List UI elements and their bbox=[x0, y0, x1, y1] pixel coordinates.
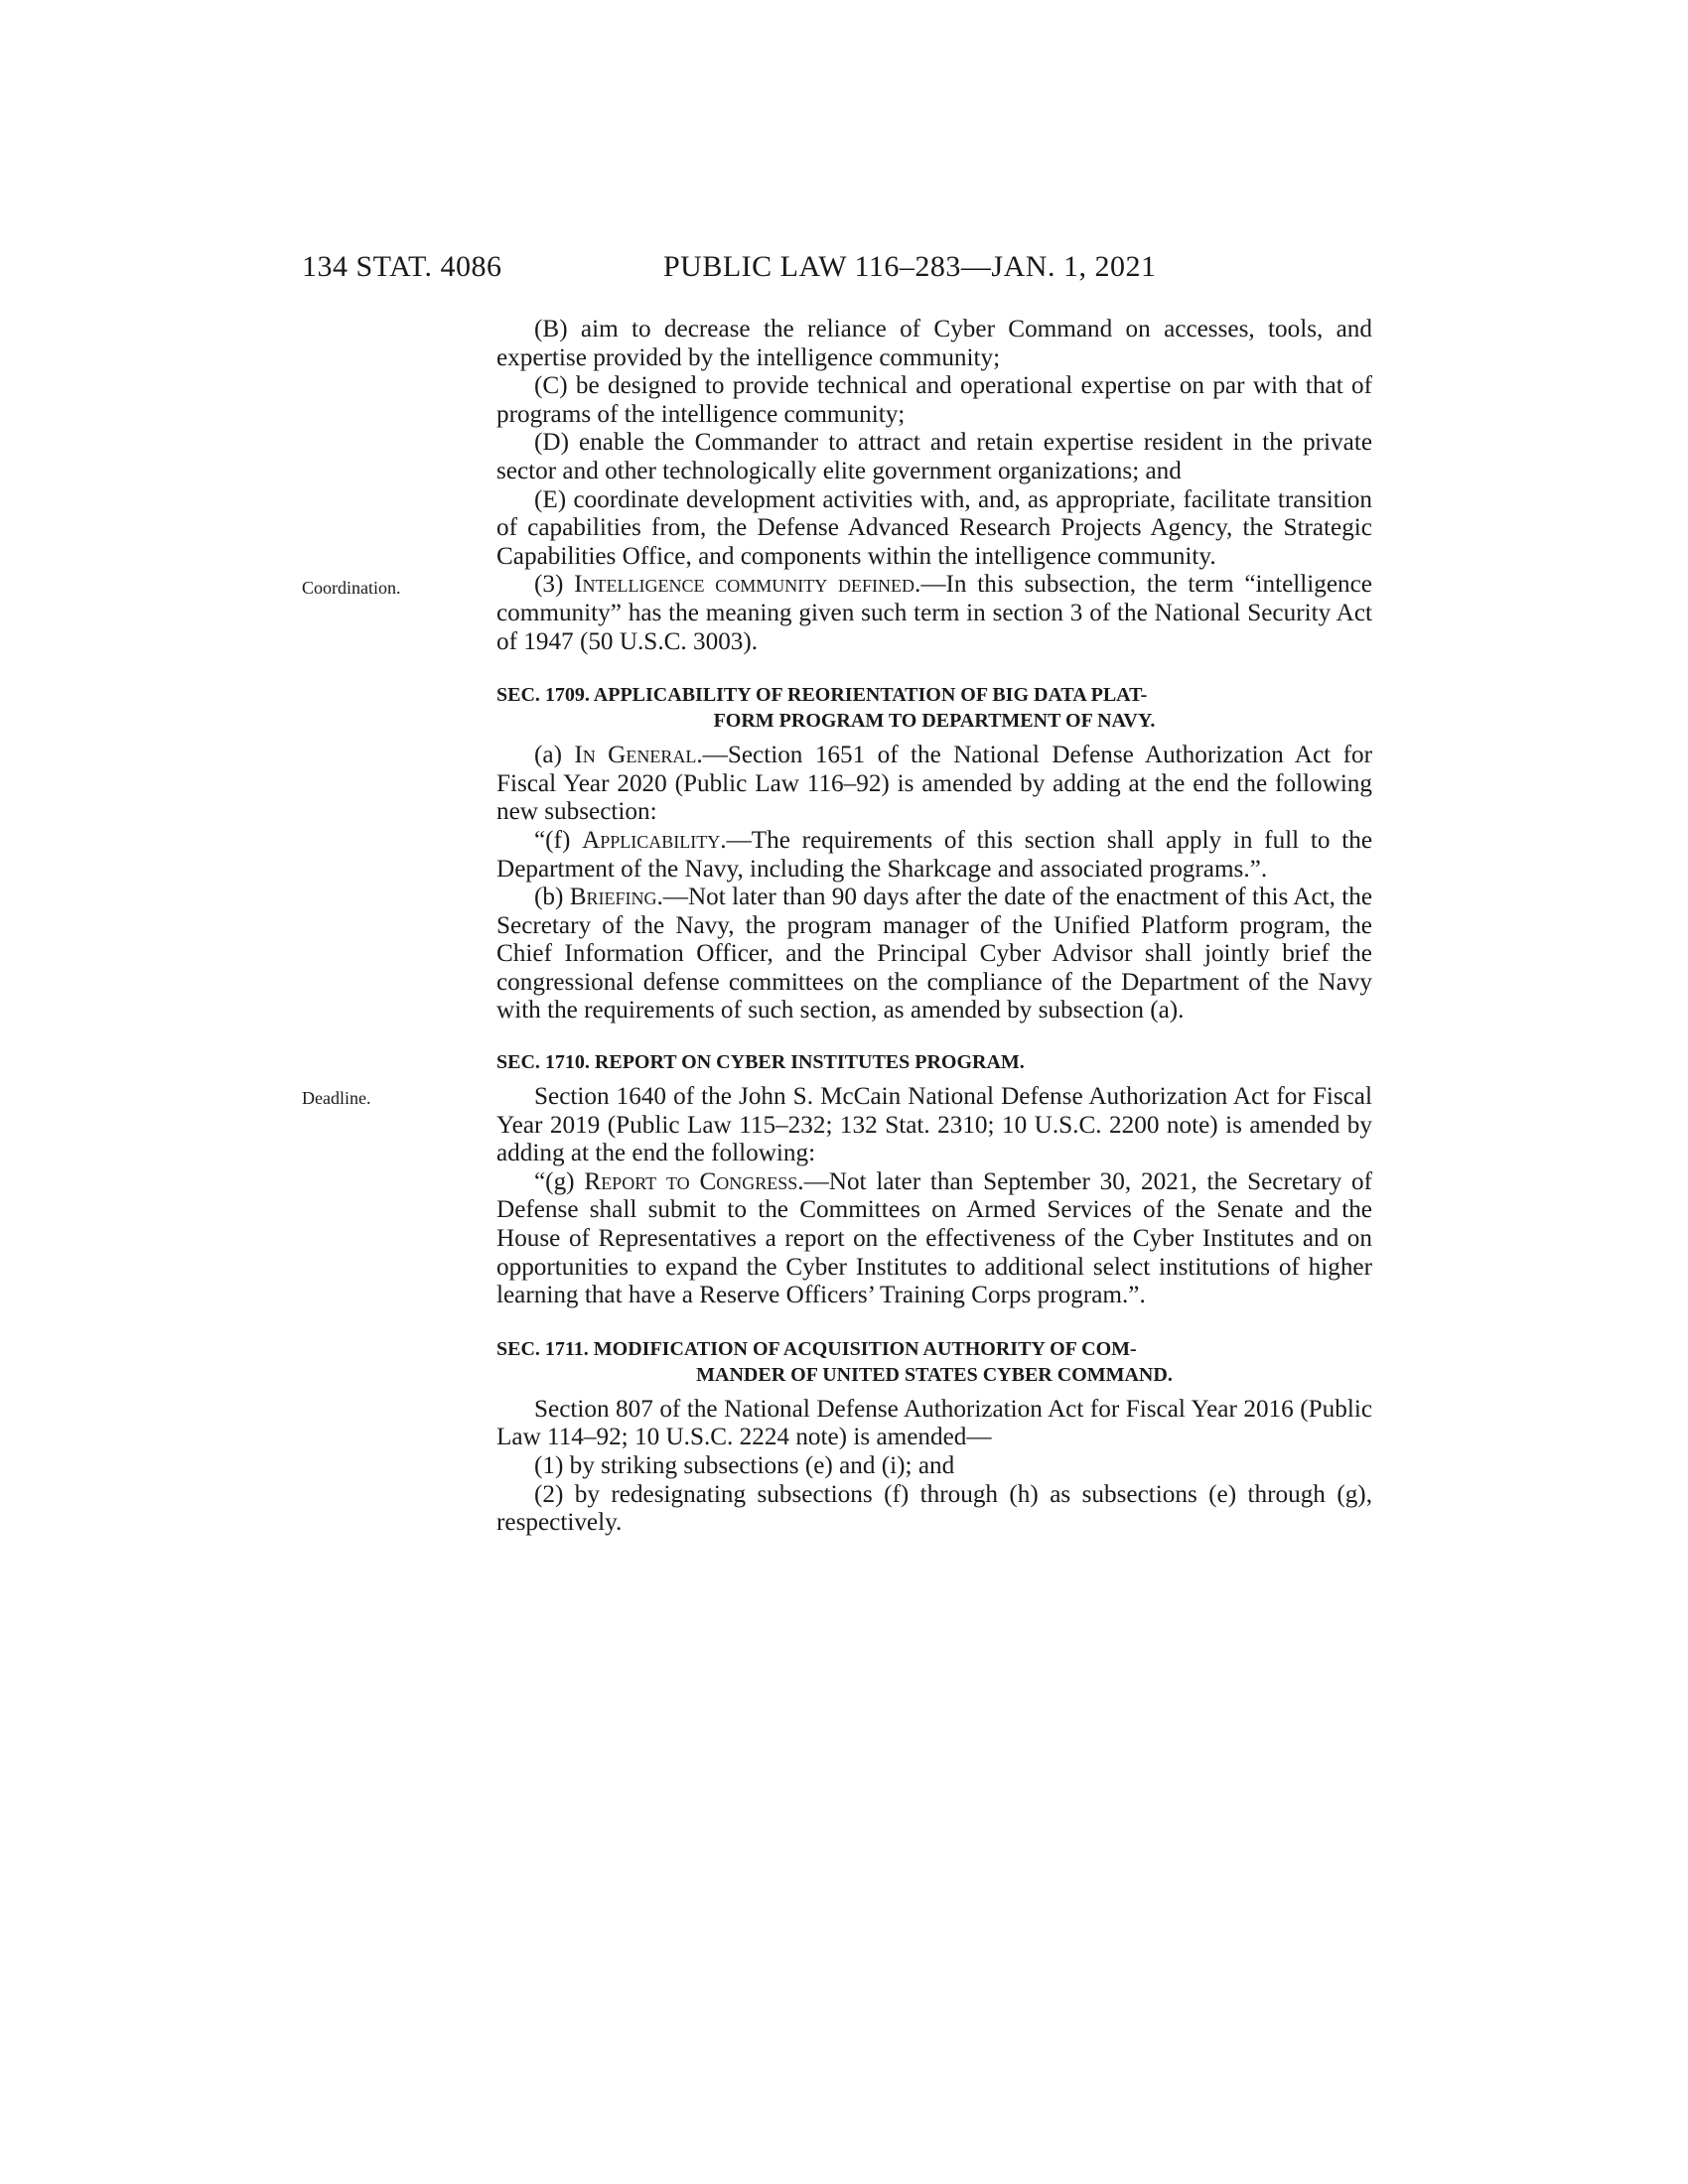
running-head bbox=[302, 250, 1374, 290]
subsection-a-number: (a) bbox=[534, 742, 575, 769]
quoted-subsection-g-text: .—Not later than September 30, 2021, the Secretary of Defense shall submit to the Committees on Armed Services of the Senate and the House of Representatives a report on the effectiveness of the Cyber Institutes and on opportunities to expand the Cyber Institutes to additional select institutions of higher learning that have a Reserve Officers’ Training Corps program.”. bbox=[496, 1167, 1372, 1309]
subsection-a-text: .—Section 1651 of the National Defense Authorization Act for Fiscal Year 2020 (Public Law 116–92) is amended by adding at the end the following new subsection: bbox=[496, 742, 1372, 826]
quoted-subsection-f-heading: Applicability bbox=[582, 826, 721, 854]
paragraph-3-text: .—In this subsection, the term “intelligence community” has the meaning given such term in section 3 of the National Security Act of 1947 (50 U.S.C. 3003). bbox=[496, 571, 1372, 655]
section-1710-heading: SEC. 1710. REPORT ON CYBER INSTITUTES PROGRAM. bbox=[496, 1051, 1025, 1074]
paragraph-3 bbox=[496, 571, 1372, 656]
section-1709-heading bbox=[496, 682, 1372, 734]
law-title: PUBLIC LAW 116–283—JAN. 1, 2021 bbox=[663, 250, 1157, 283]
margin-note-deadline: Deadline. bbox=[302, 1088, 371, 1108]
paragraph-3-heading: Intelligence community defined bbox=[574, 571, 915, 599]
section-1711-intro: Section 807 of the National Defense Authorization Act for Fiscal Year 2016 (Public Law 114–92; 10 U.S.C. 2224 note) is amended— bbox=[496, 1395, 1372, 1451]
section-1711-heading-line1: SEC. 1711. MODIFICATION OF ACQUISITION AUTHORITY OF COM- bbox=[496, 1337, 1137, 1360]
paragraph-3-number: (3) bbox=[534, 571, 575, 599]
stat-page-number: 134 STAT. 4086 bbox=[302, 250, 502, 283]
quoted-subsection-f-text: .—The requirements of this section shall apply in full to the Department of the Navy, including the Sharkcage and associated programs.”. bbox=[496, 826, 1373, 883]
quoted-subsection-f-number: “(f) bbox=[534, 826, 583, 854]
subparagraph-c: (C) be designed to provide technical and operational expertise on par with that of programs of the intelligence community; bbox=[496, 372, 1372, 428]
subsection-b-heading: Briefing bbox=[569, 884, 657, 911]
subparagraph-b: (B) aim to decrease the reliance of Cyber Command on accesses, tools, and expertise provided by the intelligence community; bbox=[496, 316, 1372, 371]
section-1709-heading-line2: FORM PROGRAM TO DEPARTMENT OF NAVY. bbox=[713, 710, 1156, 733]
section-1711-heading bbox=[496, 1336, 1372, 1388]
quoted-subsection-f bbox=[496, 827, 1372, 884]
quoted-subsection-g-number: “(g) bbox=[534, 1167, 585, 1195]
quoted-subsection-g bbox=[496, 1168, 1372, 1310]
section-1711-paragraph-2: (2) by redesignating subsections (f) through (h) as subsections (e) through (g), respectively. bbox=[496, 1480, 1372, 1537]
quoted-subsection-g-heading: Report to Congress bbox=[584, 1167, 798, 1195]
section-1710-intro: Section 1640 of the John S. McCain National Defense Authorization Act for Fiscal Year 2019 (Public Law 115–232; 132 Stat. 2310; 10 U.S.C. 2200 note) is amended by adding at the end the following: bbox=[496, 1083, 1372, 1167]
section-1711-heading-line2: MANDER OF UNITED STATES CYBER COMMAND. bbox=[696, 1363, 1173, 1386]
subsection-b-number: (b) bbox=[534, 884, 570, 911]
subsection-a-heading: In General bbox=[574, 742, 697, 769]
subsection-b-text: .—Not later than 90 days after the date of the enactment of this Act, the Secretary of the Navy, the program manager of the Unified Platform program, the Chief Information Officer, and the Principal Cyber Advisor shall jointly brief the congressional defense committees on the compliance of the Department of the Navy with the requirements of such section, as amended by subsection (a). bbox=[496, 884, 1373, 1024]
subparagraph-d: (D) enable the Commander to attract and retain expertise resident in the private sector and other technologically elite government organizations; and bbox=[496, 429, 1372, 484]
section-1711-paragraph-1: (1) by striking subsections (e) and (i); and bbox=[534, 1452, 955, 1479]
subsection-b bbox=[496, 884, 1372, 1025]
section-1709-heading-line1: SEC. 1709. APPLICABILITY OF REORIENTATION OF BIG DATA PLAT- bbox=[496, 684, 1148, 707]
subparagraph-e: (E) coordinate development activities with, and, as appropriate, facilitate transition of capabilities from, the Defense Advanced Research Projects Agency, the Strategic Capabilities Office, and components within the intelligence community. bbox=[496, 485, 1372, 570]
document-body bbox=[496, 316, 1372, 1538]
subsection-a bbox=[496, 742, 1372, 827]
margin-note-coordination: Coordination. bbox=[302, 578, 401, 598]
